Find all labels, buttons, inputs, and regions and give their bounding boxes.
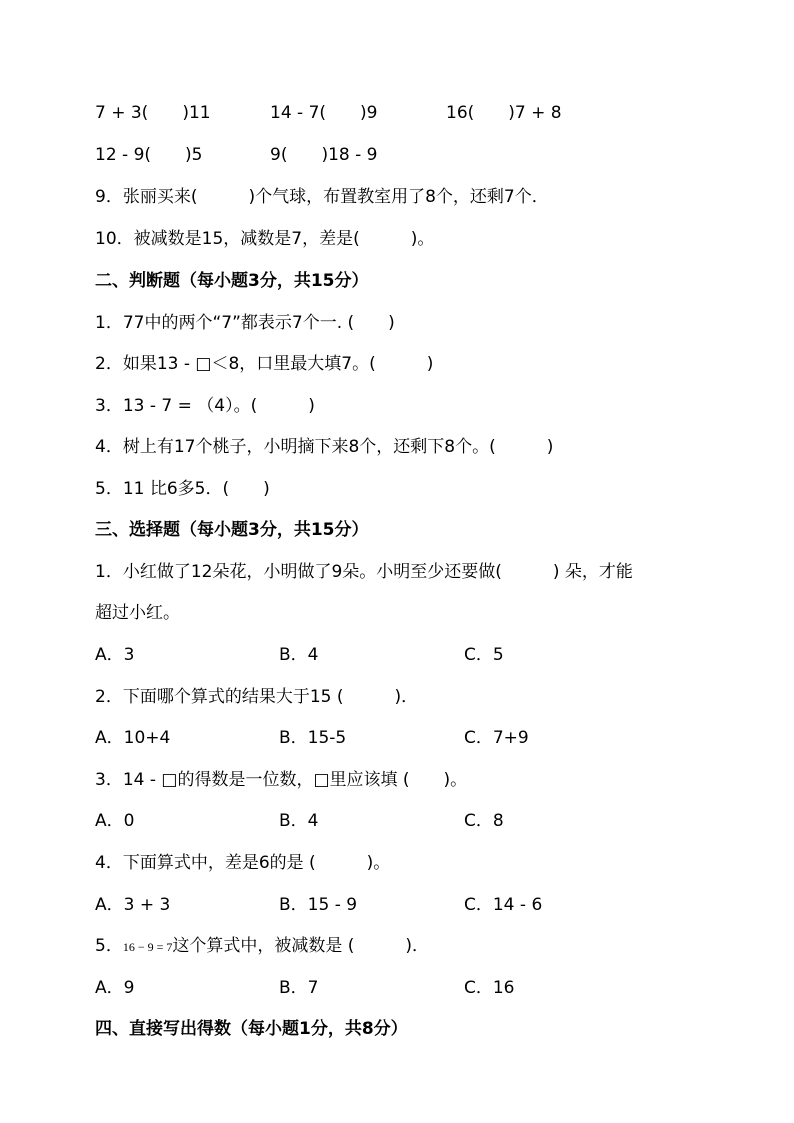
judge-item-1: 1．77中的两个“7”都表示7个一. ( ) [95,313,395,333]
question-10: 10．被减数是15，减数是7，差是( )。 [95,229,435,249]
option-b: B．15 - 9 [279,895,358,915]
choice-q3: 3．14 - □的得数是一位数，□里应该填 ( )。 [95,770,468,790]
compare-item: 16( )7 + 8 [446,103,562,123]
choice-q5-equation: 16 − 9 = 7 [122,940,173,954]
compare-item: 9( )18 - 9 [270,145,378,165]
compare-item: 14 - 7( )9 [270,103,378,123]
option-a: A．10+4 [95,728,171,748]
option-c: C．16 [464,978,515,998]
option-c: C．5 [464,645,504,665]
choice-q2: 2．下面哪个算式的结果大于15 ( )． [95,687,419,707]
option-b: B．7 [279,978,319,998]
choice-q1-line1: 1．小红做了12朵花，小明做了9朵。小明至少还要做( ) 朵，才能 [95,562,633,582]
option-a: A．3 + 3 [95,895,171,915]
section-title-judge: 二、判断题（每小题3分，共15分） [95,271,369,291]
judge-item-3: 3．13 - 7 = （4）。( ) [95,396,315,416]
compare-item: 7 + 3( )11 [95,103,211,123]
section-title-choice: 三、选择题（每小题3分，共15分） [95,520,369,540]
judge-item-5: 5．11 比6多5．( ) [95,479,270,499]
choice-q5-suffix: 这个算式中，被减数是 ( )． [172,936,430,956]
choice-q1-line2: 超过小红。 [95,603,180,623]
judge-item-2: 2．如果13 - □＜8，口里最大填7。( ) [95,354,434,374]
choice-q4: 4．下面算式中，差是6的是 ( )。 [95,853,391,873]
option-a: A．0 [95,811,135,831]
option-c: C．8 [464,811,504,831]
option-c: C．7+9 [464,728,529,748]
option-a: A．9 [95,978,135,998]
compare-item: 12 - 9( )5 [95,145,203,165]
option-b: B．4 [279,645,319,665]
question-9: 9．张丽买来( )个气球，布置教室用了8个，还剩7个． [95,187,549,207]
section-title-direct: 四、直接写出得数（每小题1分，共8分） [95,1019,408,1039]
choice-q5-prefix: 5． [95,936,123,956]
option-c: C．14 - 6 [464,895,543,915]
option-b: B．15-5 [279,728,347,748]
choice-q5 [95,935,429,958]
judge-item-4: 4．树上有17个桃子，小明摘下来8个，还剩下8个。( ) [95,437,554,457]
option-b: B．4 [279,811,319,831]
option-a: A．3 [95,645,135,665]
